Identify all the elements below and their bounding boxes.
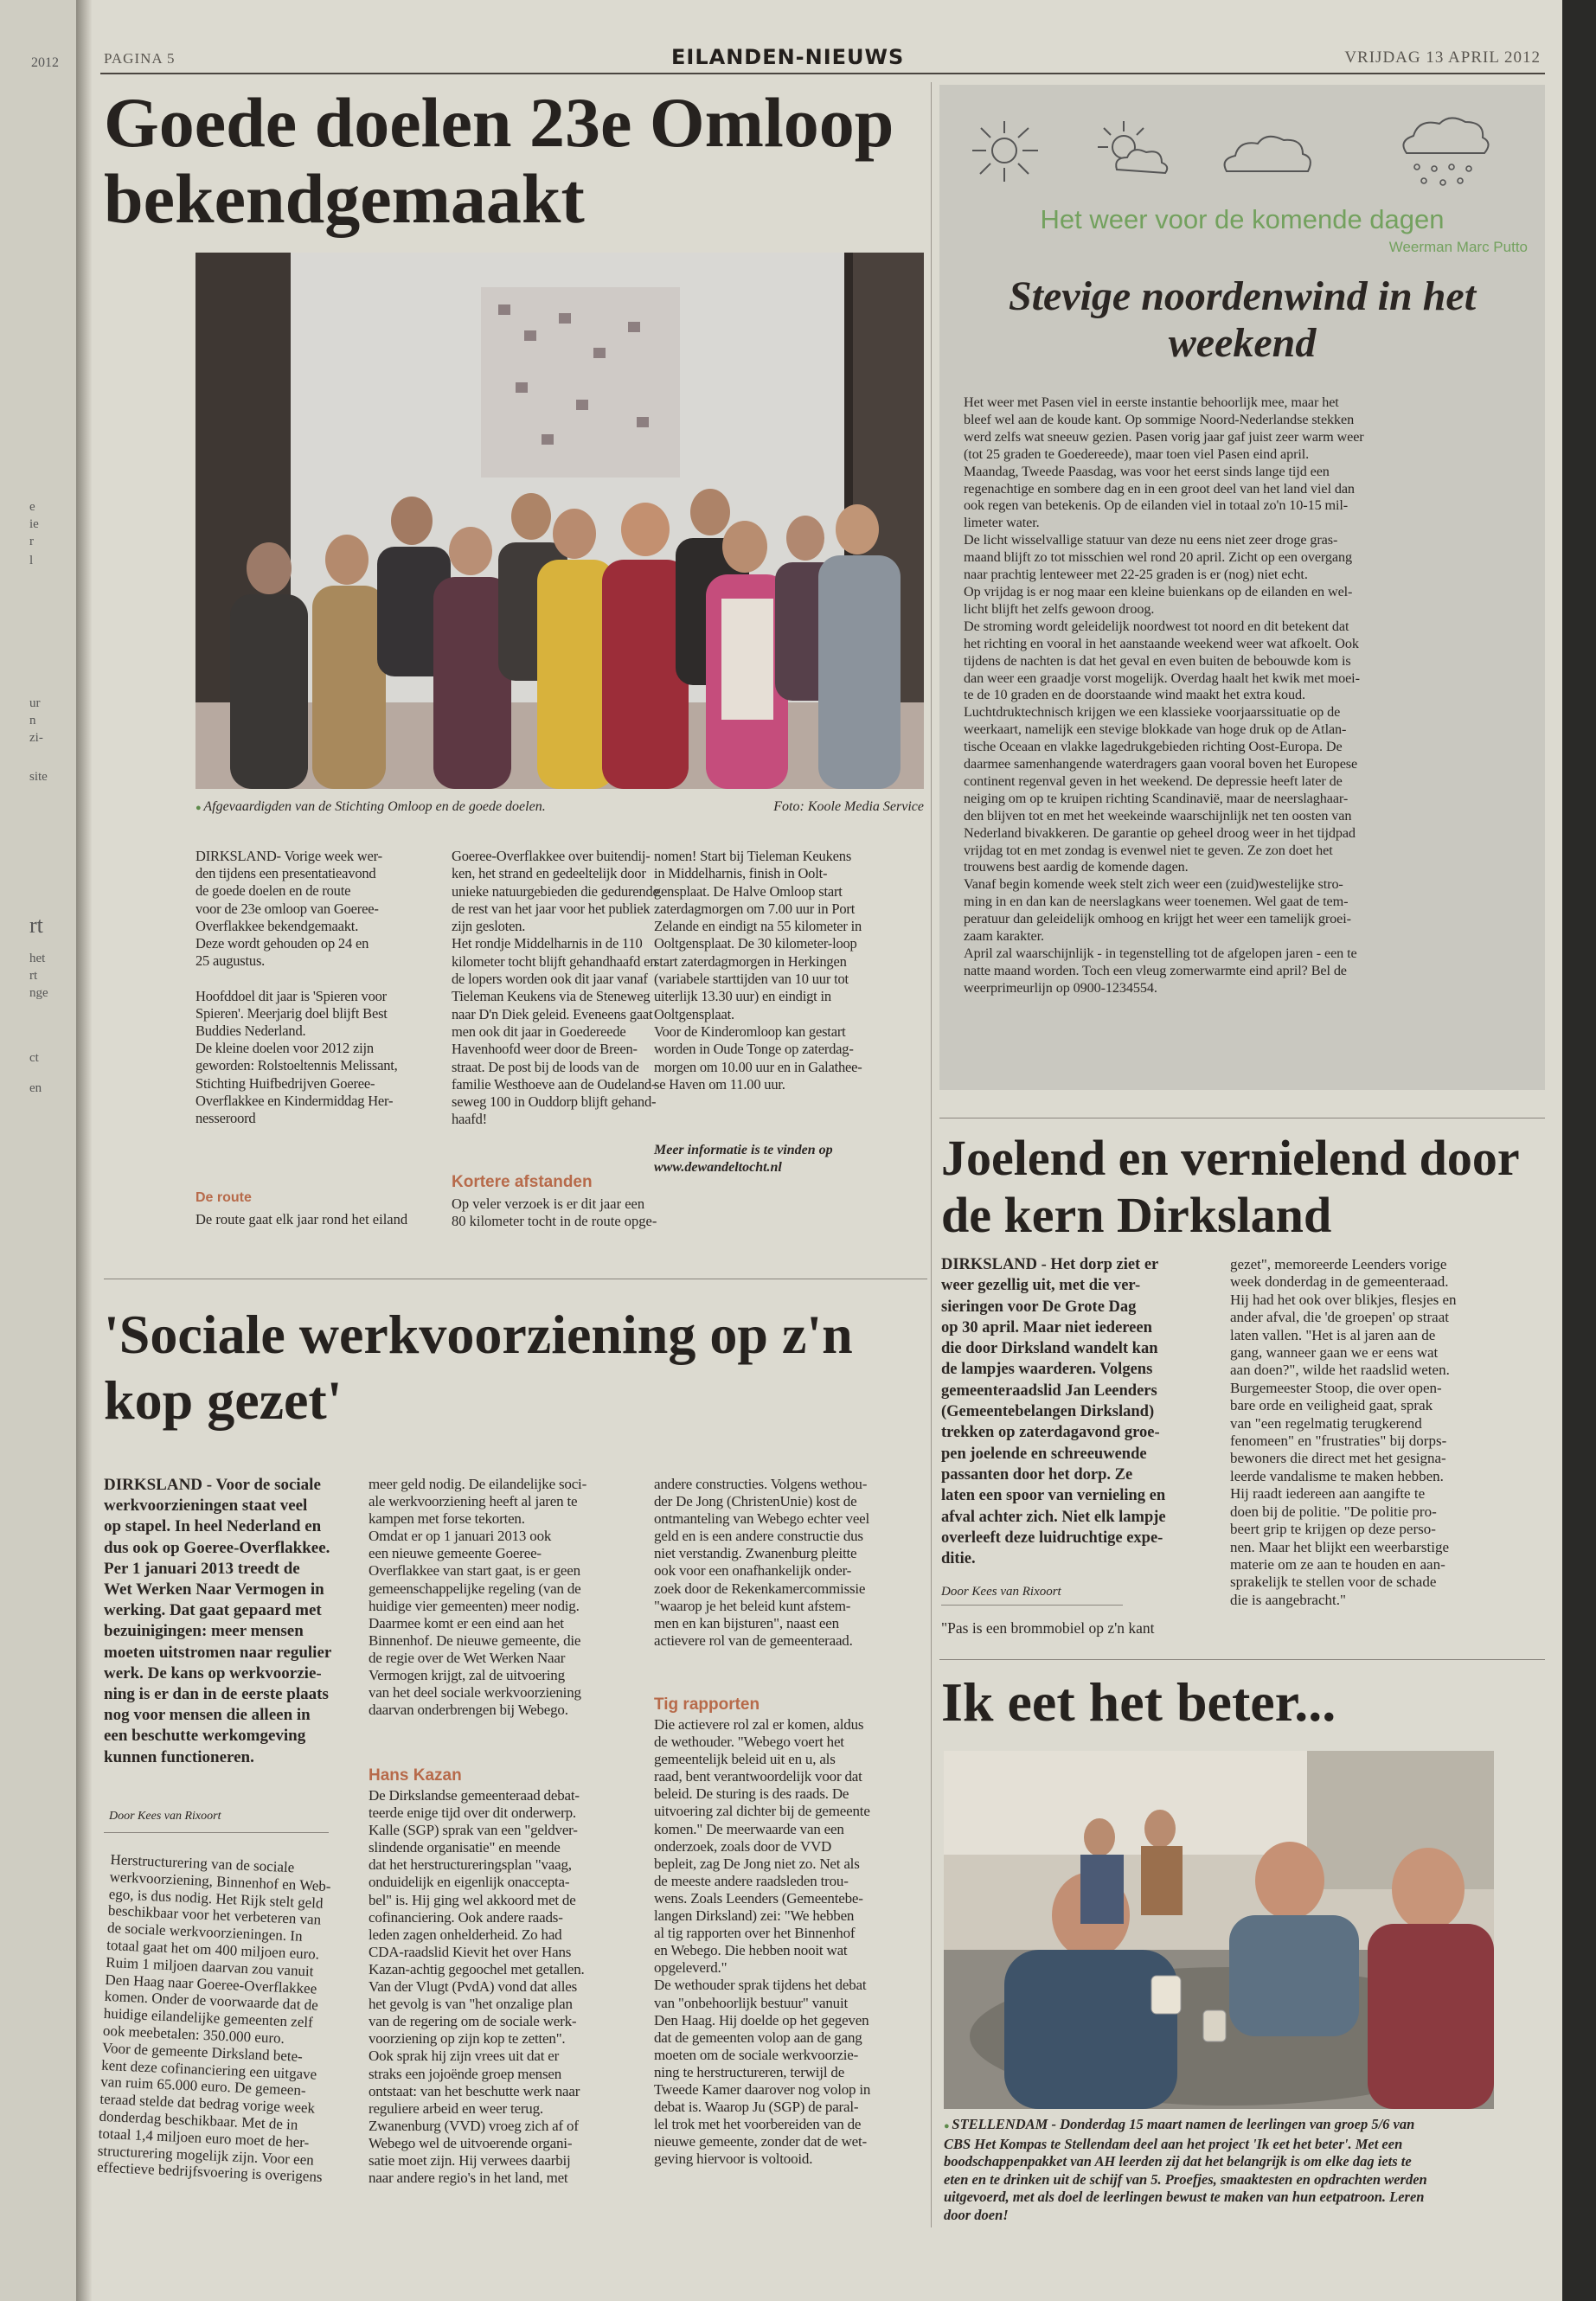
- left-page-fragment: ur: [29, 696, 41, 710]
- article4-top-rule: [939, 1659, 1545, 1660]
- article1-photo-credit: Foto: Koole Media Service: [773, 799, 924, 814]
- left-page-fragment: zi-: [29, 731, 43, 745]
- left-page-fragment: het: [29, 952, 46, 965]
- left-page-fragment: site: [29, 770, 48, 784]
- article3-col2: meer geld nodig. De eilandelijke soci- ale werkvoorziening heeft al jaren te kampen met forse tekorten. Omdat er op 1 januari 2013 ook een nieuwe gemeente Goeree- Overflakkee van start gaat, is er geen gemeenschappelijke regeling (van de huidige vier gemeenten) meer nodig. Daarmee komt er een eind aan het Binnenhof. De nieuwe gemeente, die de regie over de Wet Werken Naar Vermogen krijgt, zal de uitvoering van het deel sociale werkvoorziening daarvan onderbrengen bij Webego.: [369, 1476, 587, 1719]
- newspaper-page: [92, 0, 1562, 2301]
- article3-headline: 'Sociale werkvoorziening op z'n kop gezet': [104, 1304, 853, 1431]
- article4-caption: ● STELLENDAM - Donderdag 15 maart namen de leerlingen van groep 5/6 van CBS Het Kompas te Stellendam deel aan het project 'Ik eet het beter'. Met een boodschappenpakket van AH leerden zij dat het belangrijk is om elke dag iets te eten en te drinken uit de schijf van 5. Proefjes, smaaktesten en opdrachten werden uitgevoerd, met als doel de leerlingen bewust te maken van hun eetpatroon. Leren door doen!: [944, 2116, 1427, 2223]
- article1-subhead-kortere: Kortere afstanden: [452, 1173, 593, 1191]
- article3-byline-rule: [104, 1832, 329, 1833]
- bullet-icon: ●: [944, 2121, 952, 2131]
- article2-col2: gezet", memoreerde Leenders vorige week donderdag in de gemeenteraad. Hij had het ook over blikjes, flesjes en ander afval, die 'de groepen' op straat laten vallen. "Het is al jaren aan de gang, wanneer gaan we er eens wat aan doen?", wilde het raadslid weten. Burgemeester Stoop, die over open- bare orde en veiligheid gaat, sprak van "een regelmatig terugkerend fenomeen" en "frustraties" bij dorps- bewoners die direct met het gesigna- leerde vandalisme te maken hebben. Hij raadt iedereen aan aangifte te doen bij de politie. "De politie pro- beert grip te krijgen op deze perso- nen. Maar het blijkt een weerbarstige materie om ze aan te houden en aan- sprakelijk te stellen voor de schade die is aangebracht.": [1230, 1256, 1457, 1608]
- article3-col3-b: Die actievere rol zal er komen, aldus de wethouder. "Webego voert het gemeentelijk beleid uit en u, als raad, bent verantwoordelijk voor dat beleid. De sturing is des raads. De uitvoering zal dichter bij de gemeente komen." De meerwaarde van een onderzoek, zoals door de VVD bepleit, zag De Jong niet zo. Net als de meeste andere raadsleden trou- wens. Zoals Leenders (Gemeentebe- langen Dirksland) zei: "We hebben al tig rapporten over het Binnenhof en Webego. Die hebben nooit wat opgeleverd." De wethouder sprak tijdens het debat van "onbehoorlijk bestuur" vanuit Den Haag. Hij doelde op het gegeven dat de gemeenten volop aan de gang moeten om de sociale werkvoorzie- ning te herstructureren, terwijl de Tweede Kamer daarover nog volop in debat is. Waarop Ju (SGP) de paral- lel trok met het voorbereiden van de nieuwe gemeente, zonder dat de wet- geving hiervoor is voltooid.: [654, 1716, 871, 2168]
- article2-headline: Joelend en vernielend door de kern Dirksland: [941, 1130, 1519, 1243]
- weather-body: Het weer met Pasen viel in eerste instantie behoorlijk mee, maar het bleef wel aan de koude kant. Op sommige Noord-Nederlandse stekken werd zelfs wat sneeuw gezien. Pasen vorig jaar gaf juist zeer warm weer (tot 25 graden te Goedereede), maar toen viel Pasen eind april. Maandag, Tweede Paasdag, was voor het eerst sinds lange tijd een regenachtige en sombere dag en in een groot deel van het land viel dan ook regen van betekenis. Op de eilanden viel in totaal zo'n 10-15 mil- limeter water. De licht wisselvallige statuur van deze nu eens niet zeer droge gras- maand blijft zo tot misschien wel rond 20 april. Zicht op een overgang naar prachtig lenteweer met 22-25 graden is er (nog) niet echt. Op vrijdag is er nog maar een kleine buienkans op de eilanden en wel- licht blijft het zelfs gewoon droog. De stroming wordt geleidelijk noordwest tot noord en dit betekent dat het richting en vooral in het aanstaande weekend weer wat afkoelt. Ook tijdens de nachten is dat het geval en even buiten de bebouwde kom is dan weer een graadje vorst mogelijk. Overdag haalt het kwik met moei- te de 10 graden en de doorstaande wind maakt het extra koud. Luchtdruktechnisch krijgen we een klassieke voorjaarssituatie op de weerkaart, namelijk een stevige blokkade van hoge druk op de Atlan- tische Oceaan en vlakke lagedrukgebieden richting Oost-Europa. De daarmee samenhangende waterdragers gaan vooral boven het Europese continent regenval geven in het weekend. De depressie heeft later de neiging om op te kruipen richting Scandinavië, maar de neerslaghaar- den blijven tot en met het weekeinde waarschijnlijk net ten oosten van Nederland bivakkeren. De garantie op geheel droog weer in het tijdpad vrijdag tot en met zondag is evenwel niet te geven. Ze zon doet het trouwens best aardig de komende dagen. Vanaf begin komende week stelt zich weer een (zuid)westelijke stro- ming in en dan kan de neerslagkans weer toenemen. Wel gaat de tem- peratuur dan geleidelijk omhoog en krijgt het weer een tamelijk groei- zaam karakter. April zal waarschijnlijk - in tegenstelling tot de afgelopen jaren - een te natte maand worden. Toch een vleug zomerwarmte eind april? Bel de weerprimeurlijn op 0900-1234554.: [964, 394, 1364, 996]
- article3-subhead-tig: Tig rapporten: [654, 1695, 760, 1714]
- article3-subhead-hans: Hans Kazan: [369, 1766, 462, 1785]
- sun-icon: [965, 118, 1043, 187]
- running-header: [92, 45, 1562, 71]
- article1-col2-tail: Op veler verzoek is er dit jaar een 80 kilometer tocht in de route opge-: [452, 1195, 657, 1230]
- issue-date: VRIJDAG 13 APRIL 2012: [1344, 48, 1541, 67]
- rain-cloud-icon: [1389, 115, 1493, 202]
- article1-subhead-route: De route: [195, 1190, 252, 1205]
- article1-col2: Goeree-Overflakkee over buitendij- ken, het strand en gedeeltelijk door unieke natuurgebieden die gedurende de rest van het jaar voor het publiek zijn gesloten. Het rondje Middelharnis in de 110 kilometer tocht blijft gehandhaafd en de lopers worden ook dit jaar vanaf Tieleman Keukens via de Steneweg naar D'n Diek geleid. Eveneens gaat men ook dit jaar in Goedereede Havenhoofd weer door de Breen- straat. De post bij de loods van de familie Westhoeve aan de Oudeland- seweg 100 in Ouddorp blijft gehand- haafd!: [452, 848, 659, 1128]
- left-page-edge: [0, 0, 76, 2301]
- column-divider: [931, 82, 932, 2227]
- left-page-fragment: e: [29, 500, 35, 514]
- article2-lead: DIRKSLAND - Het dorp ziet er weer gezellig uit, met die ver- sieringen voor De Grote Dag op 30 april. Maar niet iedereen die door Dirksland wandelt kan de lampjes waarderen. Volgens gemeenteraadslid Jan Leenders (Gemeentebelangen Dirksland) trekken op zaterdagavond groe- pen joelende en schreeuwende passanten door het dorp. Ze laten een spoor van vernieling en afval achter zich. Niet elk lampje overleeft deze luidruchtige expe- ditie.: [941, 1256, 1166, 1568]
- left-page-fragment: rt: [29, 913, 43, 938]
- weather-heading: Het weer voor de komende dagen: [1040, 204, 1445, 234]
- cloud-icon: [1216, 130, 1320, 182]
- article1-col3: nomen! Start bij Tieleman Keukens in Middelharnis, finish in Oolt- gensplaat. De Halve Omloop start zaterdagmorgen om 7.00 uur in Port Zelande en eindigt na 55 kilometer in Ooltgensplaat. De 30 kilometer-loop start zaterdagmorgen in Herkingen (variabele starttijden van 10 uur tot uiterlijk 13.30 uur) en eindigt in Ooltgensplaat. Voor de Kinderomloop kan gestart worden in Oude Tonge op zaterdag- morgen om 10.00 uur en in Galathee- se Haven om 11.00 uur.: [654, 848, 862, 1093]
- article2-byline: Door Kees van Rixoort: [941, 1585, 1061, 1599]
- weather-author: Weerman Marc Putto: [1388, 239, 1528, 255]
- article2-col1-tail: "Pas is een brommobiel op z'n kant: [941, 1619, 1155, 1637]
- group-photo-illustration: [195, 253, 924, 789]
- article3-byline: Door Kees van Rixoort: [109, 1810, 221, 1823]
- sun-cloud-icon: [1082, 118, 1177, 187]
- left-page-fragment: nge: [29, 986, 48, 1000]
- header-rule: [100, 73, 1545, 74]
- byline-rule: [941, 1605, 1123, 1606]
- article1-photo-caption: ● Afgevaardigden van de Stichting Omloop en de goede doelen.: [195, 799, 546, 814]
- bullet-icon: ●: [195, 803, 204, 813]
- article3-col3: andere constructies. Volgens wethou- der De Jong (ChristenUnie) kost de ontmanteling van Webego echter veel geld en is een andere constructie dus niet verstandig. Zwanenburg pleitte ook voor een onafhankelijk onder- zoek door de Rekenkamercommissie "waarop je het beleid kunt afstem- men en kan bijsturen", naast een actievere rol van de gemeenteraad.: [654, 1476, 870, 1649]
- weather-headline: Stevige noordenwind in het weekend: [1008, 273, 1477, 366]
- classroom-photo-illustration: [944, 1751, 1494, 2109]
- article3-lead: DIRKSLAND - Voor de sociale werkvoorzieningen staat veel op stapel. In heel Nederland en dus ook op Goeree-Overflakkee. Per 1 januari 2013 treedt de Wet Werken Naar Vermogen in werking. Dat gaat gepaard met bezuinigingen: meer mensen moeten uitstromen naar regulier werk. De kans op werkvoorzie- ning is er dan in de eerste plaats nog voor mensen die alleen in een beschutte werkomgeving kunnen functioneren.: [104, 1476, 332, 1766]
- left-page-fragment: n: [29, 714, 36, 727]
- masthead: EILANDEN-NIEUWS: [671, 45, 905, 69]
- page-spine: [76, 0, 92, 2301]
- left-page-fragment: ct: [29, 1051, 39, 1065]
- left-page-fragment: rt: [29, 969, 38, 983]
- article3-col1: Herstructurering van de sociale werkvoorziening, Binnenhof en Web- ego, is dus nodig. Het Rijk stelt geld beschikbaar voor het verbeteren van de sociale werkvoorzieningen. In totaal gaat het om 400 miljoen euro. Ruim 1 miljoen daarvan zou vanuit Den Haag naar Goeree-Overflakkee komen. Onder de voorwaarde dat de huidige eilandelijke gemeenten zelf ook meebetalen: 350.000 euro. Voor de gemeente Dirksland bete- kent deze cofinanciering een uitgave van ruim 65.000 euro. De gemeen- teraad stelde dat bedrag vorige week donderdag beschikbaar. Met de in totaal 1,4 miljoen euro moet de her- structurering mogelijk zijn. Voor een effectieve bedrijfsvoering is overigens: [96, 1851, 331, 2186]
- article4-classroom-photo: [944, 1751, 1494, 2109]
- article1-col1: DIRKSLAND- Vorige week wer- den tijdens een presentatieavond de goede doelen en de route voor de 23e omloop van Goeree- Overflakkee bekendgemaakt. Deze wordt gehouden op 24 en 25 augustus. Hoofddoel dit jaar is 'Spieren voor Spieren'. Meerjarig doel blijft Best Buddies Nederland. De kleine doelen voor 2012 zijn geworden: Rolstoeltennis Melissant, Stichting Huifbedrijven Goeree- Overflakkee en Kindermiddag Her- nesseroord: [195, 848, 398, 1127]
- page-number: PAGINA 5: [104, 50, 176, 67]
- article1-group-photo: [195, 253, 924, 789]
- left-page-fragment: r: [29, 535, 34, 548]
- article1-col1-tail: De route gaat elk jaar rond het eiland: [195, 1211, 408, 1227]
- weather-box: [939, 85, 1545, 1090]
- left-page-fragment: ie: [29, 517, 39, 531]
- left-page-fragment: l: [29, 554, 34, 567]
- article1-headline: Goede doelen 23e Omloop bekendgemaakt: [104, 83, 894, 238]
- article1-more-info: Meer informatie is te vinden op www.dewandeltocht.nl: [654, 1143, 833, 1176]
- left-page-fragment: en: [29, 1081, 42, 1095]
- left-page-year: 2012: [31, 55, 59, 70]
- article4-headline: Ik eet het beter...: [941, 1671, 1336, 1733]
- article3-col2-b: De Dirkslandse gemeenteraad debat- teerde enige tijd over dit onderwerp. Kalle (SGP) sprak van een "geldver- slindende organisatie" en meende dat het herstructureringsplan "vaag, onduidelijk en eigenlijk onaccepta- bel" is. Hij ging wel akkoord met de cofinanciering. Ook andere raads- leden zagen onhelderheid. Zo had CDA-raadslid Kievit het over Hans Kazan-achtig gegoochel met getallen. Van der Vlugt (PvdA) vond dat alles het gevolg is van "het onzalige plan van de regering om de sociale werk- voorziening op zijn kop te zetten". Ook sprak hij zijn vrees uit dat er straks een jojoënde groep mensen ontstaat: van het beschutte werk naar reguliere arbeid en weer terug. Zwanenburg (VVD) vroeg zich af of Webego wel de uitvoerende organi- satie moet zijn. Hij verwees daarbij naar andere regio's in het land, met: [369, 1787, 585, 2187]
